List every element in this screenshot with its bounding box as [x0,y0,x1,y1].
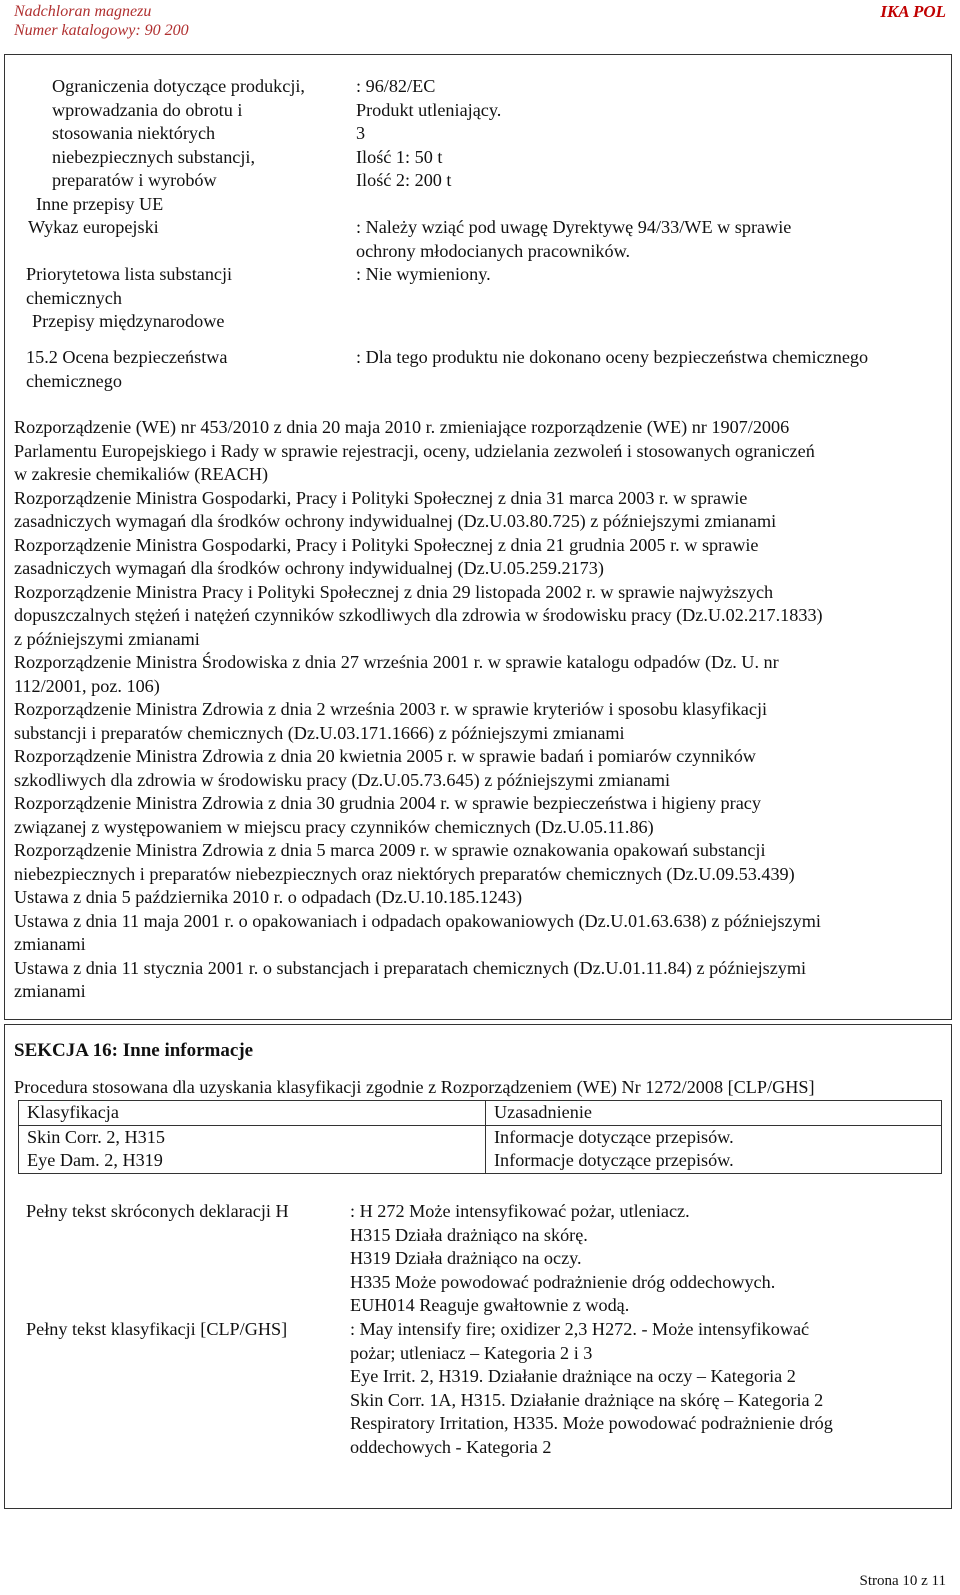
clp-line: pożar; utleniacz – Kategoria 2 i 3 [350,1342,593,1363]
eu-list-value-1: : Należy wziąć pod uwagę Dyrektywę 94/33/WE w sprawie [356,217,792,237]
legal-line: Rozporządzenie Ministra Zdrowia z dnia 30 grudnia 2004 r. w sprawie bezpieczeństwa i higieny pracy [14,793,761,813]
h-statements [350,1200,775,1318]
table-cell: Informacje dotyczące przepisów. [494,1126,734,1147]
h-statements-label: Pełny tekst skróconych deklaracji H [26,1201,289,1221]
legal-line: Rozporządzenie Ministra Gospodarki, Pracy i Polityki Społecznej z dnia 31 marca 2003 r. w sprawie [14,487,748,508]
legal-line: z późniejszymi zmianami [14,628,200,649]
page-number: Strona 10 z 11 [859,1573,946,1589]
clp-line: Respiratory Irritation, H335. Może powodować podrażnienie dróg [350,1413,833,1433]
table-header-row [19,1101,942,1126]
catalog-number: Numer katalogowy: 90 200 [14,22,189,39]
brand-logo-text: IKA POL [880,2,946,21]
csa-label-2: chemicznego [26,371,122,391]
clp-line: : May intensify fire; oxidizer 2,3 H272. - Może intensyfikować [350,1319,810,1339]
limits-label-4: niebezpiecznych substancji, [52,147,256,167]
legal-line: dopuszczalnych stężeń i natężeń czynników szkodliwych dla zdrowia w środowisku pracy (Dz.U.02.217.1833) [14,605,823,625]
legal-line: zasadniczych wymagań dla środków ochrony indywidualnej (Dz.U.03.80.725) z późniejszymi zmianami [14,511,777,531]
intl-heading: Przepisy międzynarodowe [32,311,225,331]
eu-list-label: Wykaz europejski [28,217,159,237]
legal-line: szkodliwych dla zdrowia w środowisku pracy (Dz.U.05.73.645) z późniejszymi zmianami [14,769,671,790]
limits-value-1: : 96/82/EC [356,76,436,96]
legal-line: Rozporządzenie Ministra Środowiska z dnia 27 września 2001 r. w sprawie katalogu odpadów (Dz. U. nr [14,652,779,672]
csa-label-1: 15.2 Ocena bezpieczeństwa [26,347,228,367]
other-eu-heading: Inne przepisy UE [36,194,164,214]
eu-list-value-2: ochrony młodocianych pracowników. [356,241,631,261]
clp-line: oddechowych - Kategoria 2 [350,1436,552,1457]
legal-line: niebezpiecznych i preparatów niebezpiecznych oraz niektórych preparatów chemicznych (Dz.U.09.53.439) [14,863,795,884]
h-line: : H 272 Może intensyfikować pożar, utleniacz. [350,1201,690,1221]
legal-line: Rozporządzenie Ministra Zdrowia z dnia 20 kwietnia 2005 r. w sprawie badań i pomiarów czynników [14,746,756,766]
clp-line: Skin Corr. 1A, H315. Działanie drażniące na skórę – Kategoria 2 [350,1389,824,1410]
legal-line: Ustawa z dnia 11 maja 2001 r. o opakowaniach i odpadach opakowaniowych (Dz.U.01.63.638) z późniejszymi [14,910,821,931]
legal-line: Rozporządzenie Ministra Gospodarki, Pracy i Polityki Społecznej z dnia 21 grudnia 2005 r. w sprawie [14,534,759,555]
col-header-classification: Klasyfikacja [19,1101,486,1126]
table-row [19,1149,942,1173]
h-line: EUH014 Reaguje gwałtownie z wodą. [350,1295,630,1315]
limits-value-5: Ilość 2: 200 t [356,170,452,190]
table-cell: Eye Dam. 2, H319 [19,1149,486,1173]
limits-label-2: wprowadzania do obrotu i [52,100,243,120]
procedure-text: Procedura stosowana dla uzyskania klasyfikacji zgodnie z Rozporządzeniem (WE) Nr 1272/2008 [CLP/GHS] [14,1077,815,1097]
col-header-justification: Uzasadnienie [486,1101,942,1126]
legal-line: zasadniczych wymagań dla środków ochrony indywidualnej (Dz.U.05.259.2173) [14,558,604,578]
legal-line: Rozporządzenie Ministra Zdrowia z dnia 5 marca 2009 r. w sprawie oznakowania opakowań substancji [14,840,766,860]
table-row [19,1125,942,1149]
h-line: H335 Może powodować podrażnienie dróg oddechowych. [350,1271,776,1292]
csa-value: : Dla tego produktu nie dokonano oceny bezpieczeństwa chemicznego [356,347,869,367]
legal-line: w zakresie chemikaliów (REACH) [14,464,269,484]
legal-line: związanej z występowaniem w miejscu pracy czynników chemicznych (Dz.U.05.11.86) [14,816,654,837]
priority-value: : Nie wymieniony. [356,264,491,284]
table-cell: Skin Corr. 2, H315 [19,1125,486,1149]
priority-label-1: Priorytetowa lista substancji [26,264,233,284]
legal-line: Rozporządzenie (WE) nr 453/2010 z dnia 20 maja 2010 r. zmieniające rozporządzenie (WE) nr 1907/2006 [14,417,790,437]
section-16-title: SEKCJA 16: Inne informacje [14,1040,254,1061]
priority-label-2: chemicznych [26,288,122,308]
table-cell: Informacje dotyczące przepisów. [494,1150,734,1170]
legal-line: zmianami [14,934,86,954]
h-line: H319 Działa drażniąco na oczy. [350,1248,582,1268]
clp-label: Pełny tekst klasyfikacji [CLP/GHS] [26,1319,288,1339]
limits-label-3: stosowania niektórych [52,123,216,143]
legal-line: zmianami [14,981,86,1001]
legal-line: Parlamentu Europejskiego i Rady w sprawie rejestracji, oceny, udzielania zezwoleń i stosowanych ograniczeń [14,440,815,461]
limits-value-4: Ilość 1: 50 t [356,147,443,167]
legal-references [14,416,944,1004]
limits-value-3: 3 [356,123,366,143]
legal-line: Ustawa z dnia 5 października 2010 r. o odpadach (Dz.U.10.185.1243) [14,887,523,907]
classification-table [18,1100,942,1174]
limits-label-1: Ograniczenia dotyczące produkcji, [52,76,305,96]
clp-line: Eye Irrit. 2, H319. Działanie drażniące na oczy – Kategoria 2 [350,1366,796,1386]
clp-statements [350,1318,833,1459]
limits-label-5: preparatów i wyrobów [52,170,217,190]
legal-line: Rozporządzenie Ministra Zdrowia z dnia 2 września 2003 r. w sprawie kryteriów i sposobu klasyfikacji [14,699,768,719]
legal-line: substancji i preparatów chemicznych (Dz.U.03.171.1666) z późniejszymi zmianami [14,722,625,743]
legal-line: Rozporządzenie Ministra Pracy i Polityki Społecznej z dnia 29 listopada 2002 r. w sprawie najwyższych [14,581,774,602]
legal-line: 112/2001, poz. 106) [14,675,160,696]
h-line: H315 Działa drażniąco na skórę. [350,1224,588,1245]
legal-line: Ustawa z dnia 11 stycznia 2001 r. o substancjach i preparatach chemicznych (Dz.U.01.11.84) z późniejszymi [14,957,807,978]
limits-value-2: Produkt utleniający. [356,100,502,120]
product-name: Nadchloran magnezu [14,3,152,20]
